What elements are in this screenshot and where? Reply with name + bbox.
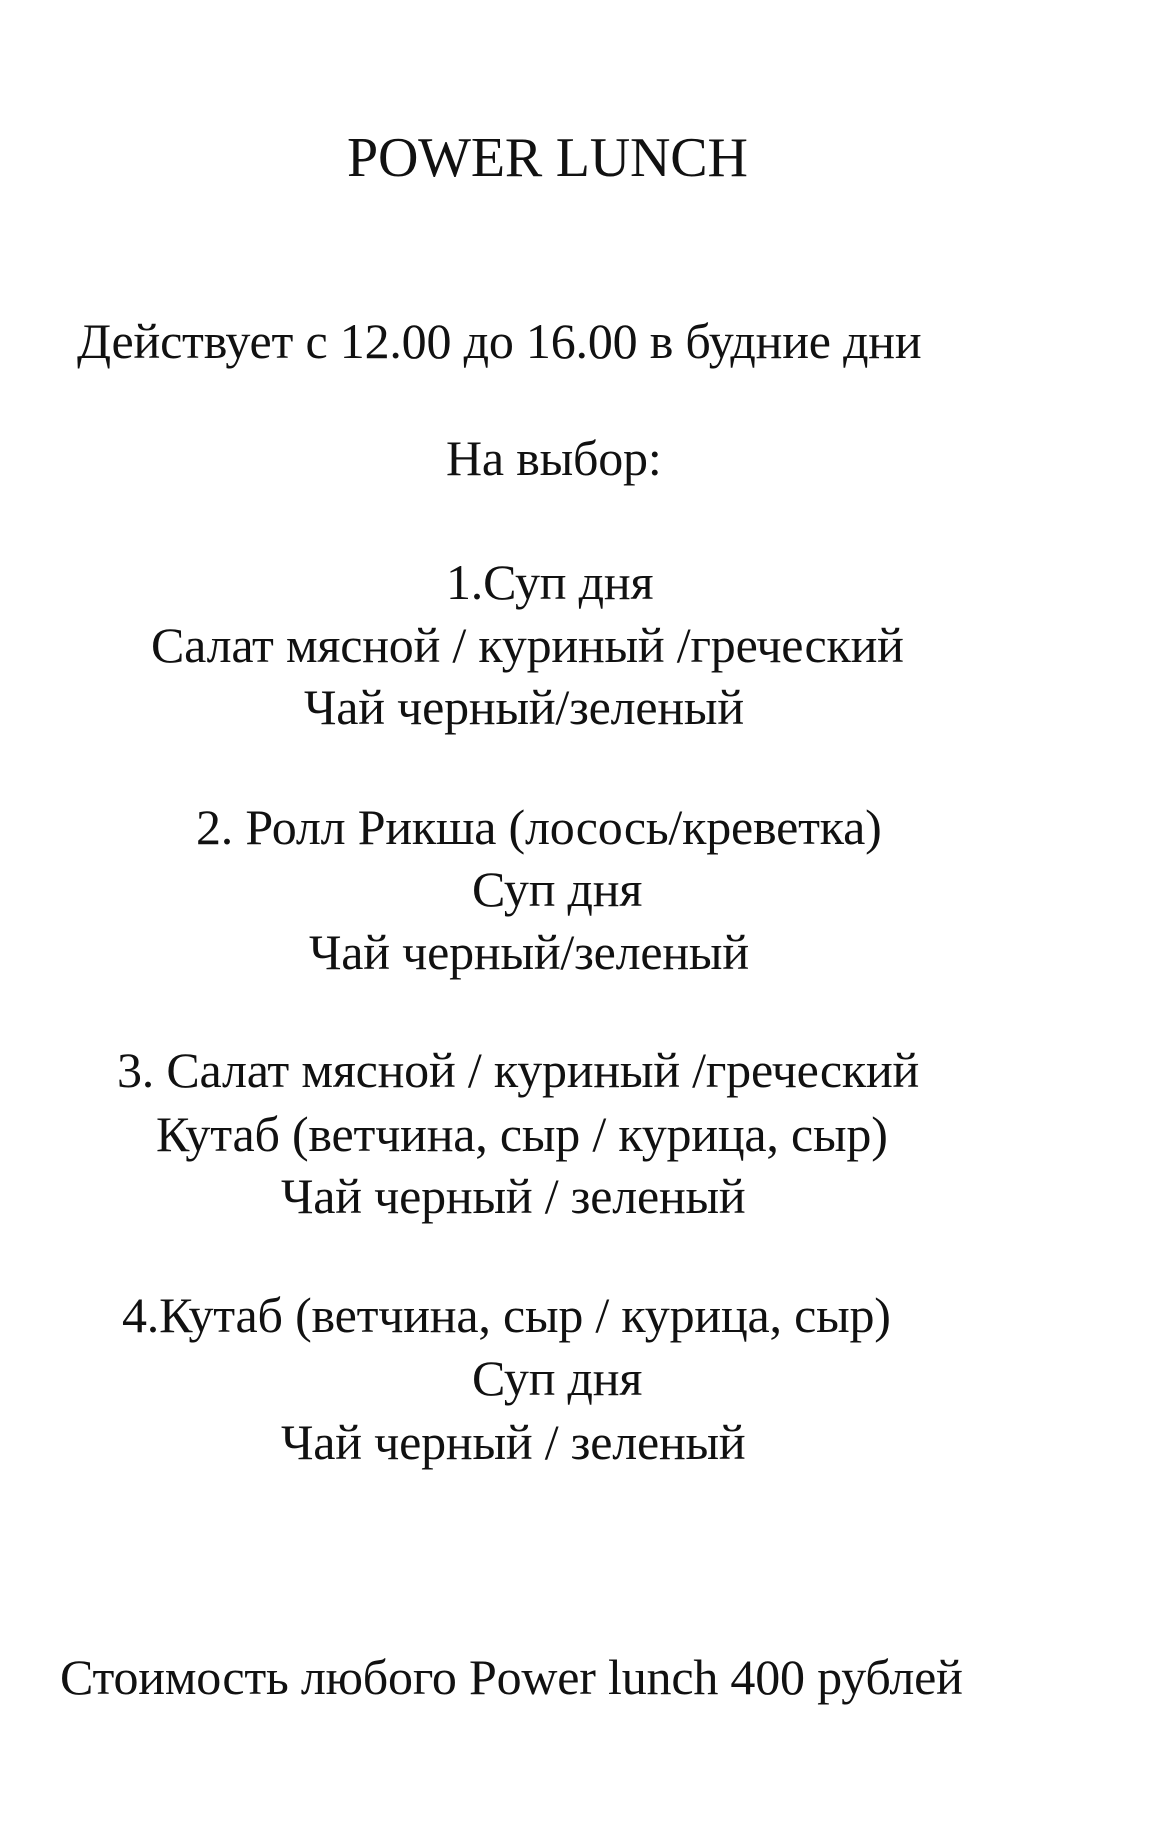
option-line: Чай черный/зеленый: [309, 924, 749, 980]
option-line: Салат мясной / куриный /греческий: [151, 617, 904, 673]
option-line: Чай черный / зеленый: [281, 1414, 746, 1470]
option-line: Суп дня: [472, 861, 643, 917]
option-line: 3. Салат мясной / куриный /греческий: [117, 1042, 920, 1098]
option-line: Чай черный / зеленый: [281, 1168, 746, 1224]
page-title: POWER LUNCH: [347, 127, 748, 189]
option-line: 1.Суп дня: [446, 554, 654, 610]
option-line: 4.Кутаб (ветчина, сыр / курица, сыр): [122, 1287, 891, 1343]
price-note: Стоимость любого Power lunch 400 рублей: [60, 1649, 963, 1705]
option-line: Чай черный/зеленый: [304, 679, 744, 735]
option-line: Кутаб (ветчина, сыр / курица, сыр): [156, 1106, 888, 1162]
option-line: Суп дня: [472, 1350, 643, 1406]
hours-note: Действует с 12.00 до 16.00 в будние дни: [77, 313, 922, 369]
option-line: 2. Ролл Рикша (лосось/креветка): [196, 799, 882, 855]
choice-label: На выбор:: [446, 430, 662, 486]
